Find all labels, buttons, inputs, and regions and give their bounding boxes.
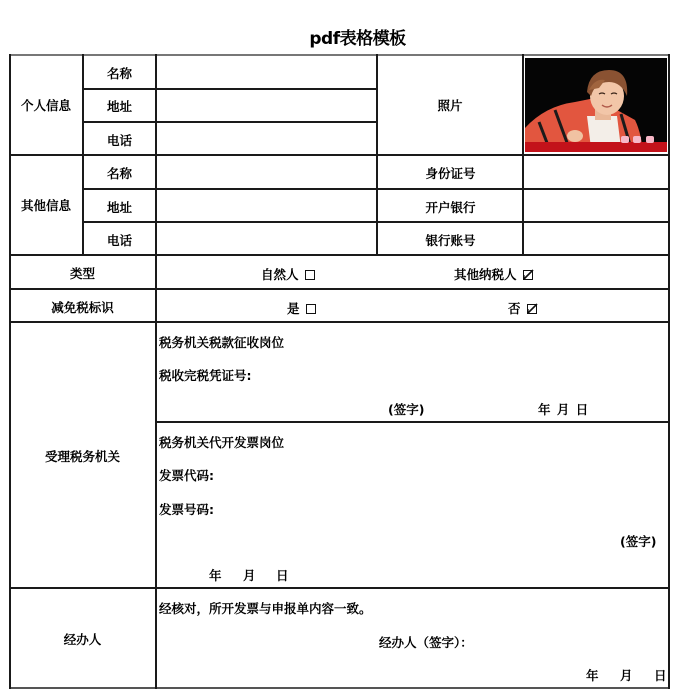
option-other-taxpayer-label: 其他纳税人 [454, 267, 517, 282]
handler-sign-label: 经办人（签字）： [379, 635, 473, 650]
invoice-number-label: 发票号码: [159, 502, 214, 517]
id-number-label: 身份证号 [425, 165, 476, 181]
personal-address-field[interactable] [157, 90, 376, 121]
handler-label: 经办人 [63, 631, 102, 647]
other-name-field[interactable] [157, 156, 376, 188]
personal-info-label: 个人信息 [20, 98, 71, 113]
checkbox-unchecked-icon[interactable] [306, 304, 316, 314]
option-no[interactable] [508, 299, 537, 317]
invoice-date-year: 年 [209, 568, 222, 583]
page-title: pdf表格模板 [309, 29, 406, 49]
invoice-code-label: 发票代码: [159, 468, 214, 483]
bank-name-label: 开户银行 [425, 199, 476, 215]
handler-date-month: 月 [620, 668, 633, 683]
other-info-label: 其他信息 [20, 198, 71, 213]
option-other-taxpayer[interactable] [454, 265, 533, 283]
checkbox-unchecked-icon[interactable] [305, 270, 315, 280]
option-yes[interactable] [287, 299, 316, 317]
personal-address-label: 地址 [106, 98, 132, 114]
row-divider [156, 421, 670, 423]
option-no-label: 否 [508, 301, 521, 316]
invoice-date-day: 日 [276, 568, 289, 583]
personal-phone-label: 电话 [106, 132, 132, 148]
option-natural-person[interactable] [261, 265, 315, 283]
type-label: 类型 [69, 265, 95, 281]
bank-account-label: 银行账号 [425, 232, 476, 248]
checkbox-checked-icon[interactable] [527, 304, 537, 314]
portrait-photo-icon [525, 58, 667, 152]
handler-statement: 经核对，所开发票与申报单内容一致。 [159, 601, 372, 616]
invoice-sign-label: (签字) [620, 534, 657, 549]
tax-office-label: 受理税务机关 [44, 448, 120, 464]
option-natural-person-label: 自然人 [261, 267, 299, 282]
collection-sign-label: (签字) [388, 402, 425, 417]
portrait-photo [525, 58, 667, 152]
exemption-label: 减免税标识 [51, 299, 114, 315]
bank-account-field[interactable] [524, 223, 668, 254]
invoice-heading: 税务机关代开发票岗位 [159, 435, 285, 450]
id-number-field[interactable] [524, 156, 668, 188]
collection-heading: 税务机关税款征收岗位 [159, 335, 285, 350]
checkbox-checked-icon[interactable] [523, 270, 533, 280]
other-name-label: 名称 [106, 165, 132, 181]
tax-certificate-label: 税收完税凭证号: [159, 368, 252, 383]
other-phone-field[interactable] [157, 223, 376, 254]
personal-phone-field[interactable] [157, 123, 376, 154]
personal-name-field[interactable] [157, 56, 376, 88]
collection-date-label: 年 月 日 [538, 402, 589, 417]
table-border-right [668, 54, 670, 689]
other-address-field[interactable] [157, 190, 376, 221]
handler-date-day: 日 [654, 668, 667, 683]
bank-name-field[interactable] [524, 190, 668, 221]
option-yes-label: 是 [287, 301, 300, 316]
other-phone-label: 电话 [106, 232, 132, 248]
other-address-label: 地址 [106, 199, 132, 215]
photo-label: 照片 [437, 98, 463, 113]
invoice-date-month: 月 [243, 568, 256, 583]
handler-date-year: 年 [586, 668, 599, 683]
personal-name-label: 名称 [106, 65, 132, 81]
